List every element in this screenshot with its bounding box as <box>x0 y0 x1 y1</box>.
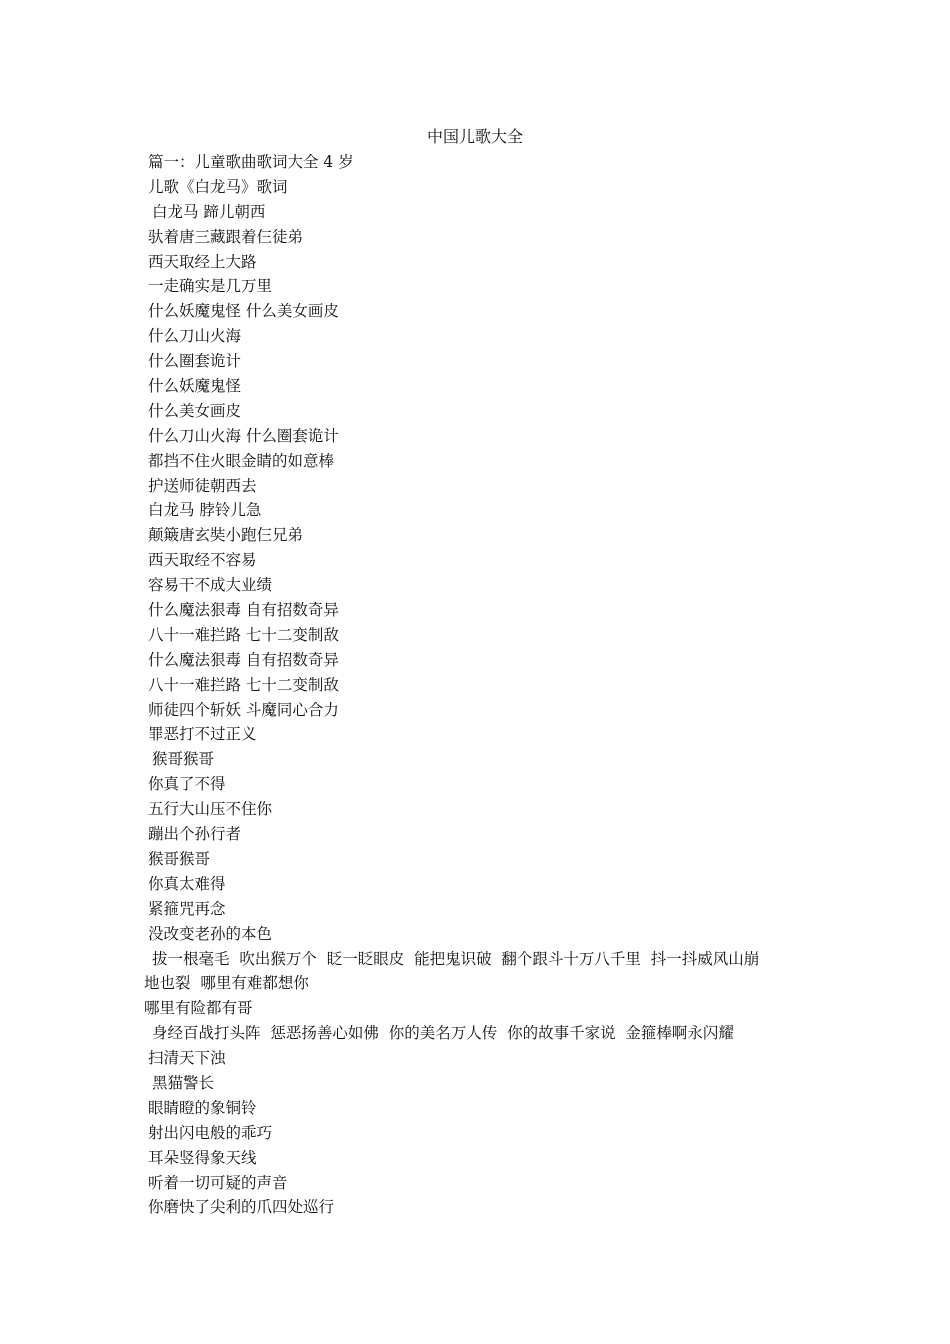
text-line: 黑猫警长 <box>152 1073 215 1092</box>
text-line: 听着一切可疑的声音 <box>148 1173 288 1192</box>
text-line: 地也裂 哪里有难都想你 <box>144 974 309 993</box>
text-line: 没改变老孙的本色 <box>148 924 273 943</box>
text-line: 西天取经上大路 <box>148 252 257 271</box>
text-line: 紧箍咒再念 <box>148 899 226 918</box>
text-line: 八十一难拦路 七十二变制敌 <box>148 675 339 694</box>
text-line: 颠簸唐玄奘小跑仨兄弟 <box>148 526 304 545</box>
text-line: 都挡不住火眼金睛的如意棒 <box>148 451 335 470</box>
text-line: 你真太难得 <box>148 874 226 893</box>
text-line: 蹦出个孙行者 <box>148 825 242 844</box>
text-line: 什么妖魔鬼怪 什么美女画皮 <box>148 302 339 321</box>
text-line: 猴哥猴哥 <box>148 849 211 868</box>
text-line: 白龙马 蹄儿朝西 <box>152 202 266 221</box>
document-title: 中国儿歌大全 <box>426 127 523 146</box>
text-line: 什么圈套诡计 <box>148 352 242 371</box>
text-line: 护送师徒朝西去 <box>148 476 257 495</box>
text-line: 五行大山压不住你 <box>148 800 273 819</box>
text-line: 一走确实是几万里 <box>148 277 273 296</box>
text-line: 射出闪电般的乖巧 <box>148 1123 273 1142</box>
text-line: 眼睛瞪的象铜铃 <box>148 1098 257 1117</box>
text-line: 身经百战打头阵 惩恶扬善心如佛 你的美名万人传 你的故事千家说 金箍棒啊永闪耀 <box>152 1024 734 1043</box>
text-line: 什么美女画皮 <box>148 401 242 420</box>
text-line: 西天取经不容易 <box>148 551 257 570</box>
text-line: 扫清天下浊 <box>148 1049 226 1068</box>
text-line: 儿歌《白龙马》歌词 <box>148 177 288 196</box>
text-line: 驮着唐三藏跟着仨徒弟 <box>148 227 304 246</box>
text-line: 什么妖魔鬼怪 <box>148 377 242 396</box>
text-line: 容易干不成大业绩 <box>148 576 273 595</box>
text-line: 白龙马 脖铃儿急 <box>148 501 262 520</box>
text-line: 篇一：儿童歌曲歌词大全 4 岁 <box>148 153 354 171</box>
text-line: 你真了不得 <box>148 775 226 794</box>
lyrics-list <box>0 151 950 1221</box>
text-line: 师徒四个斩妖 斗魔同心合力 <box>148 700 339 719</box>
text-line: 罪恶打不过正义 <box>148 725 257 744</box>
text-line: 什么魔法狠毒 自有招数奇异 <box>148 601 339 620</box>
text-line: 拔一根毫毛 吹出猴万个 眨一眨眼皮 能把鬼识破 翻个跟斗十万八千里 抖一抖威风山崩 <box>152 949 760 968</box>
text-line: 什么刀山火海 <box>148 327 242 346</box>
text-line: 什么刀山火海 什么圈套诡计 <box>148 426 339 445</box>
text-line: 猴哥猴哥 <box>152 750 215 769</box>
text-line: 你磨快了尖利的爪四处巡行 <box>148 1198 335 1217</box>
text-line: 八十一难拦路 七十二变制敌 <box>148 625 339 644</box>
text-line: 耳朵竖得象天线 <box>148 1148 257 1167</box>
text-line: 哪里有险都有哥 <box>144 999 253 1018</box>
text-line: 什么魔法狠毒 自有招数奇异 <box>148 650 339 669</box>
